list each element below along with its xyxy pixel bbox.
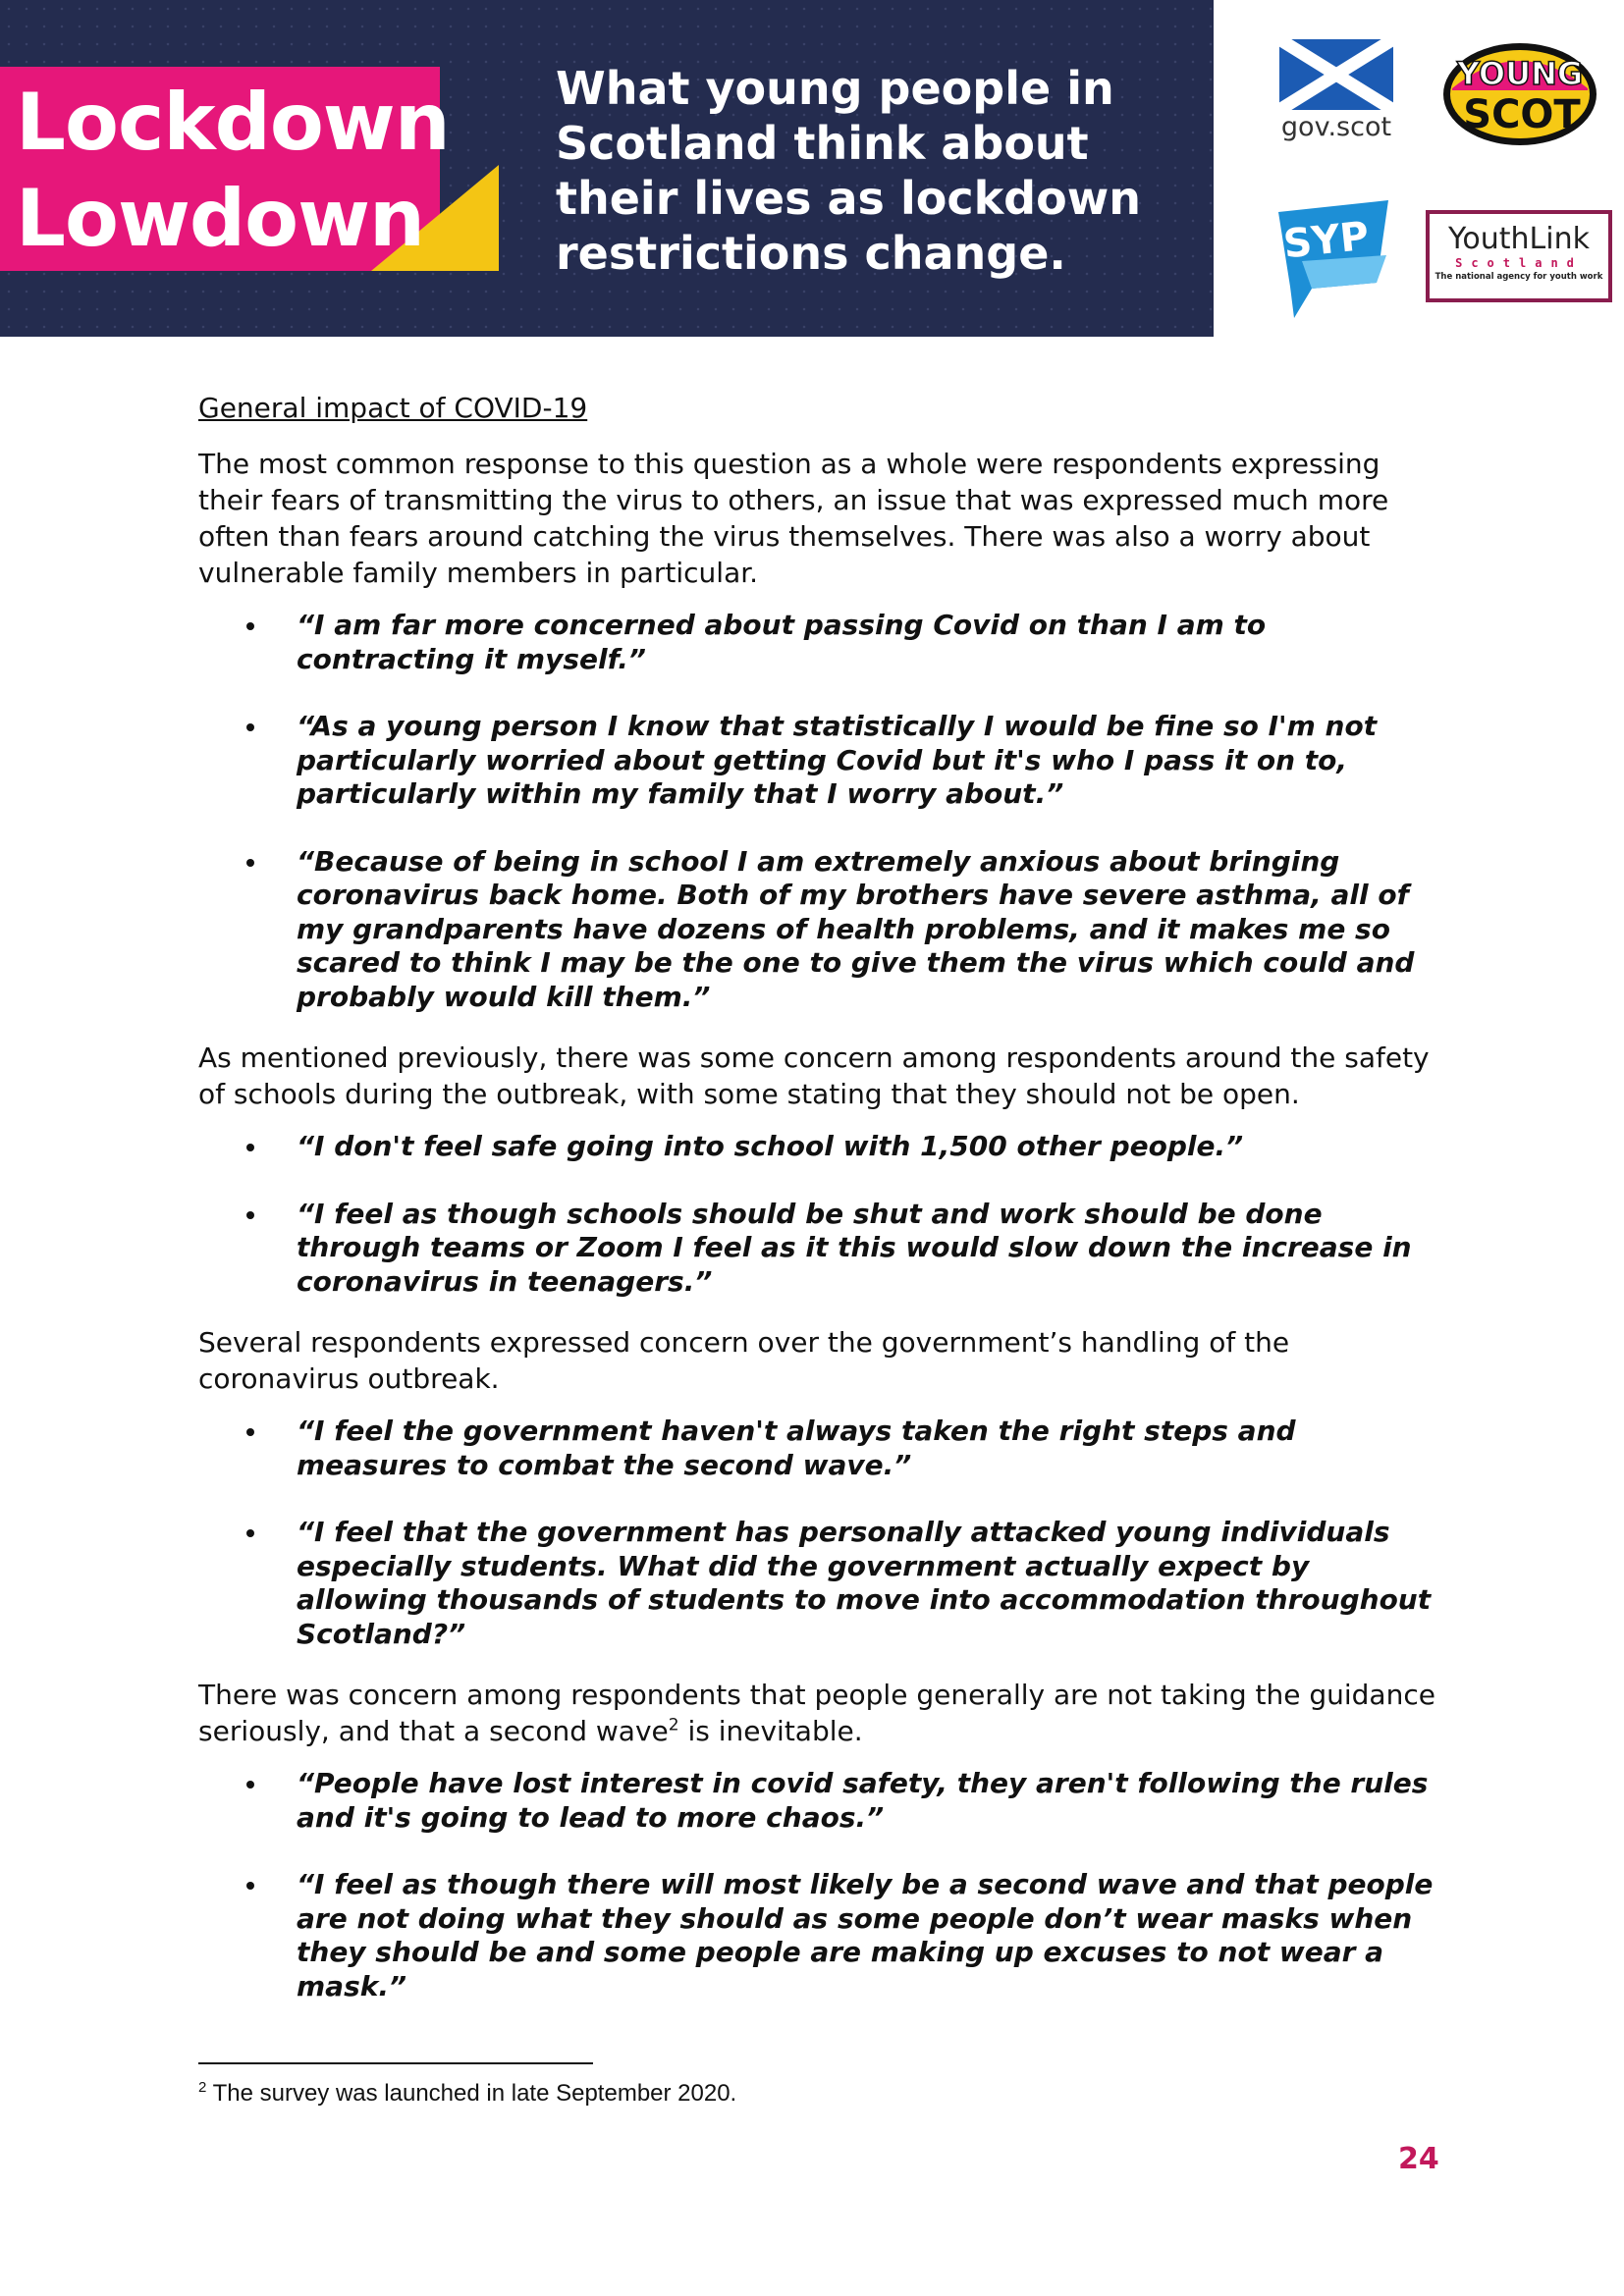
footnote-divider: [198, 2062, 593, 2064]
bullet-icon: [246, 1882, 254, 1890]
quote-item: [198, 609, 1445, 676]
quote-list: [198, 1415, 1445, 1651]
quote-item: [198, 710, 1445, 812]
young-scot-line2: SCOT: [1463, 92, 1581, 137]
bullet-icon: [246, 1781, 254, 1789]
gov-scot-logo: [1272, 39, 1400, 147]
young-scot-line1: YOUNG: [1456, 55, 1584, 92]
footnote-text: The survey was launched in late September 2020.: [206, 2080, 737, 2107]
youthlink-title: YouthLink: [1448, 222, 1590, 256]
saltire-flag-icon: [1279, 39, 1393, 110]
quote-text: “I feel as though schools should be shut and work should be done through teams or Zoom I feel as it this would slow down the increase in coronavirus in teenagers.”: [297, 1197, 1412, 1298]
header-banner: [0, 0, 1214, 337]
bullet-icon: [246, 859, 254, 867]
footnote-reference[interactable]: 2: [668, 1715, 679, 1735]
quote-list: [198, 1767, 1445, 2003]
bullet-icon: [246, 1428, 254, 1436]
brand-title: [16, 75, 450, 267]
banner-tagline: What young people in Scotland think about their lives as lockdown restrictions change.: [556, 62, 1141, 280]
quote-text: “People have lost interest in covid safety, they aren't following the rules and it's going to lead to more chaos.”: [297, 1767, 1429, 1834]
page-number: 24: [1398, 2142, 1439, 2176]
quote-item: [198, 845, 1445, 1015]
paragraph: Several respondents expressed concern over the government’s handling of the coronavirus outbreak.: [198, 1326, 1290, 1395]
gov-scot-text: gov.scot: [1280, 112, 1392, 142]
syp-logo: [1272, 192, 1394, 320]
paragraph: The most common response to this question as a whole were respondents expressing their fears of transmitting the virus to others, an issue that was expressed much more often than fears around catching the virus themselves. There was also a worry about vulnerable family members in particular.: [198, 448, 1389, 589]
quote-item: [198, 1415, 1445, 1482]
young-scot-badge: [1439, 39, 1600, 149]
section-heading: General impact of COVID-19: [198, 392, 588, 424]
syp-text: SYP: [1280, 213, 1372, 268]
footnote-marker: 2: [198, 2079, 207, 2096]
youthlink-subtitle: Scotland: [1455, 256, 1583, 270]
bullet-icon: [246, 1529, 254, 1537]
quote-text: “Because of being in school I am extremely anxious about bringing coronavirus back home. Both of my brothers have severe asthma, all of my grandparents have dozens of health problems, and it makes me so scared to think I may be the one to give them the virus which could and probably would kill them.”: [297, 844, 1415, 1013]
paragraph: As mentioned previously, there was some concern among respondents around the safety of schools during the outbreak, with some stating that they should not be open.: [198, 1041, 1430, 1110]
quote-item: [198, 1868, 1445, 2003]
paragraph-text: is inevitable.: [678, 1715, 863, 1747]
bullet-icon: [246, 1211, 254, 1219]
quote-list: [198, 1130, 1445, 1299]
quote-item: [198, 1767, 1445, 1835]
youthlink-scotland-logo: [1426, 210, 1612, 302]
quote-text: “As a young person I know that statistically I would be fine so I'm not particularly worried about getting Covid but it's who I pass it on to, particularly within my family that I worry about.”: [297, 710, 1378, 810]
quote-item: [198, 1130, 1445, 1164]
quote-item: [198, 1198, 1445, 1300]
young-scot-logo: [1439, 39, 1600, 149]
quote-text: “I don't feel safe going into school with 1,500 other people.”: [297, 1130, 1244, 1162]
bullet-icon: [246, 622, 254, 630]
main-content: [198, 389, 1445, 2029]
brand-title-line2: Lowdown: [16, 173, 424, 264]
quote-list: [198, 609, 1445, 1014]
bullet-icon: [246, 723, 254, 731]
quote-text: “I feel that the government has personally attacked young individuals especially students. What did the government actually expect by allowing thousands of students to move into accommodation throughout Scotland?”: [297, 1516, 1432, 1650]
brand-title-line1: Lockdown: [16, 77, 450, 168]
paragraph-text: There was concern among respondents that people generally are not taking the guidance seriously, and that a second wave: [198, 1679, 1435, 1747]
quote-text: “I am far more concerned about passing Covid on than I am to contracting it myself.”: [297, 609, 1267, 675]
quote-text: “I feel the government haven't always taken the right steps and measures to combat the second wave.”: [297, 1415, 1296, 1481]
bullet-icon: [246, 1144, 254, 1151]
footnote: [198, 2079, 736, 2109]
quote-item: [198, 1516, 1445, 1651]
quote-text: “I feel as though there will most likely be a second wave and that people are not doing what they should as some people don’t wear masks when they should be and some people are making up excuses to not wear a mask.”: [297, 1868, 1434, 2002]
youthlink-tagline: The national agency for youth work: [1435, 272, 1603, 282]
paragraph: [198, 1677, 1445, 1749]
syp-flag-mark: [1272, 192, 1394, 320]
